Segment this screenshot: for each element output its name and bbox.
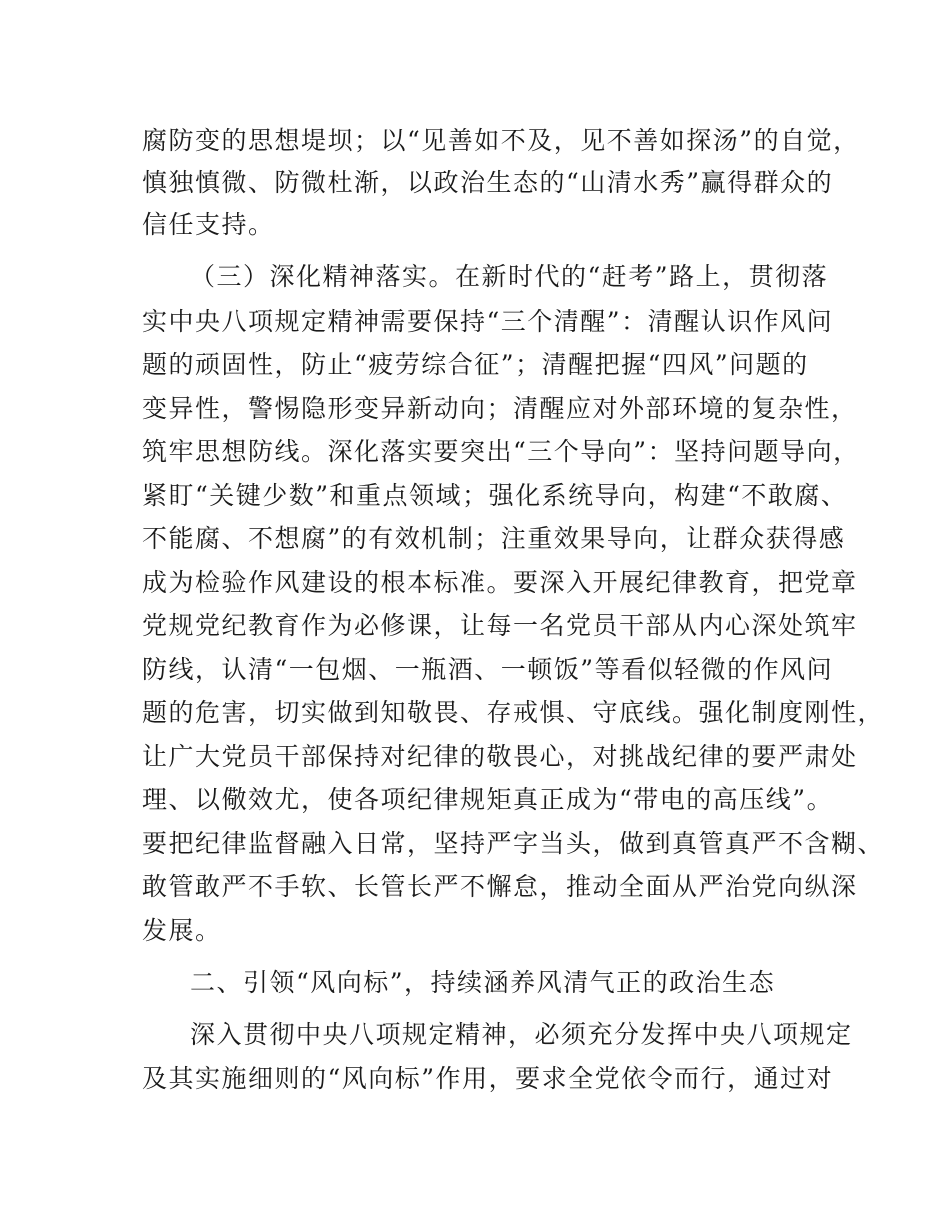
- text-line: 题的顽固性，防止“疲劳综合征”；清醒把握“四风”问题的: [142, 350, 809, 379]
- text-line: 腐防变的思想堤坝；以“见善如不及，见不善如探汤”的自觉，: [142, 126, 860, 155]
- text-line: 及其实施细则的“风向标”作用，要求全党依令而行，通过对: [142, 1064, 834, 1093]
- text-line: 变异性，警惕隐形变异新动向；清醒应对外部环境的复杂性，: [142, 394, 858, 423]
- text-line: 党规党纪教育作为必修课，让每一名党员干部从内心深处筑牢: [142, 611, 858, 640]
- text-line: 信任支持。: [142, 210, 275, 239]
- text-line: 让广大党员干部保持对纪律的敬畏心，对挑战纪律的要严肃处: [142, 742, 858, 771]
- text-line: 理、以儆效尤，使各项纪律规矩真正成为“带电的高压线”。: [142, 785, 834, 814]
- text-line: 筑牢思想防线。深化落实要突出“三个导向”：坚持问题导向，: [142, 437, 860, 466]
- text-line: 防线，认清“一包烟、一瓶酒、一顿饭”等看似轻微的作风问: [142, 655, 834, 684]
- text-line: 题的危害，切实做到知敬畏、存戒惧、守底线。强化制度刚性，: [142, 698, 885, 727]
- section-heading: 二、引领“风向标”，持续涵养风清气正的政治生态: [190, 968, 776, 997]
- paragraph-start-line: 深入贯彻中央八项规定精神，必须充分发挥中央八项规定: [190, 1020, 853, 1049]
- paragraph-start-line: （三）深化精神落实。在新时代的“赶考”路上，贯彻落: [190, 262, 829, 291]
- text-line: 要把纪律监督融入日常，坚持严字当头，做到真管真严不含糊、: [142, 829, 885, 858]
- text-line: 发展。: [142, 916, 222, 945]
- text-line: 紧盯“关键少数”和重点领域；强化系统导向，构建“不敢腐、: [142, 481, 848, 510]
- text-line: 敢管敢严不手软、长管长严不懈怠，推动全面从严治党向纵深: [142, 872, 858, 901]
- text-line: 实中央八项规定精神需要保持“三个清醒”：清醒认识作风问: [142, 307, 834, 336]
- text-line: 慎独慎微、防微杜渐，以政治生态的“山清水秀”赢得群众的: [142, 168, 834, 197]
- text-line: 成为检验作风建设的根本标准。要深入开展纪律教育，把党章: [142, 568, 858, 597]
- text-line: 不能腐、不想腐”的有效机制；注重效果导向，让群众获得感: [142, 524, 846, 553]
